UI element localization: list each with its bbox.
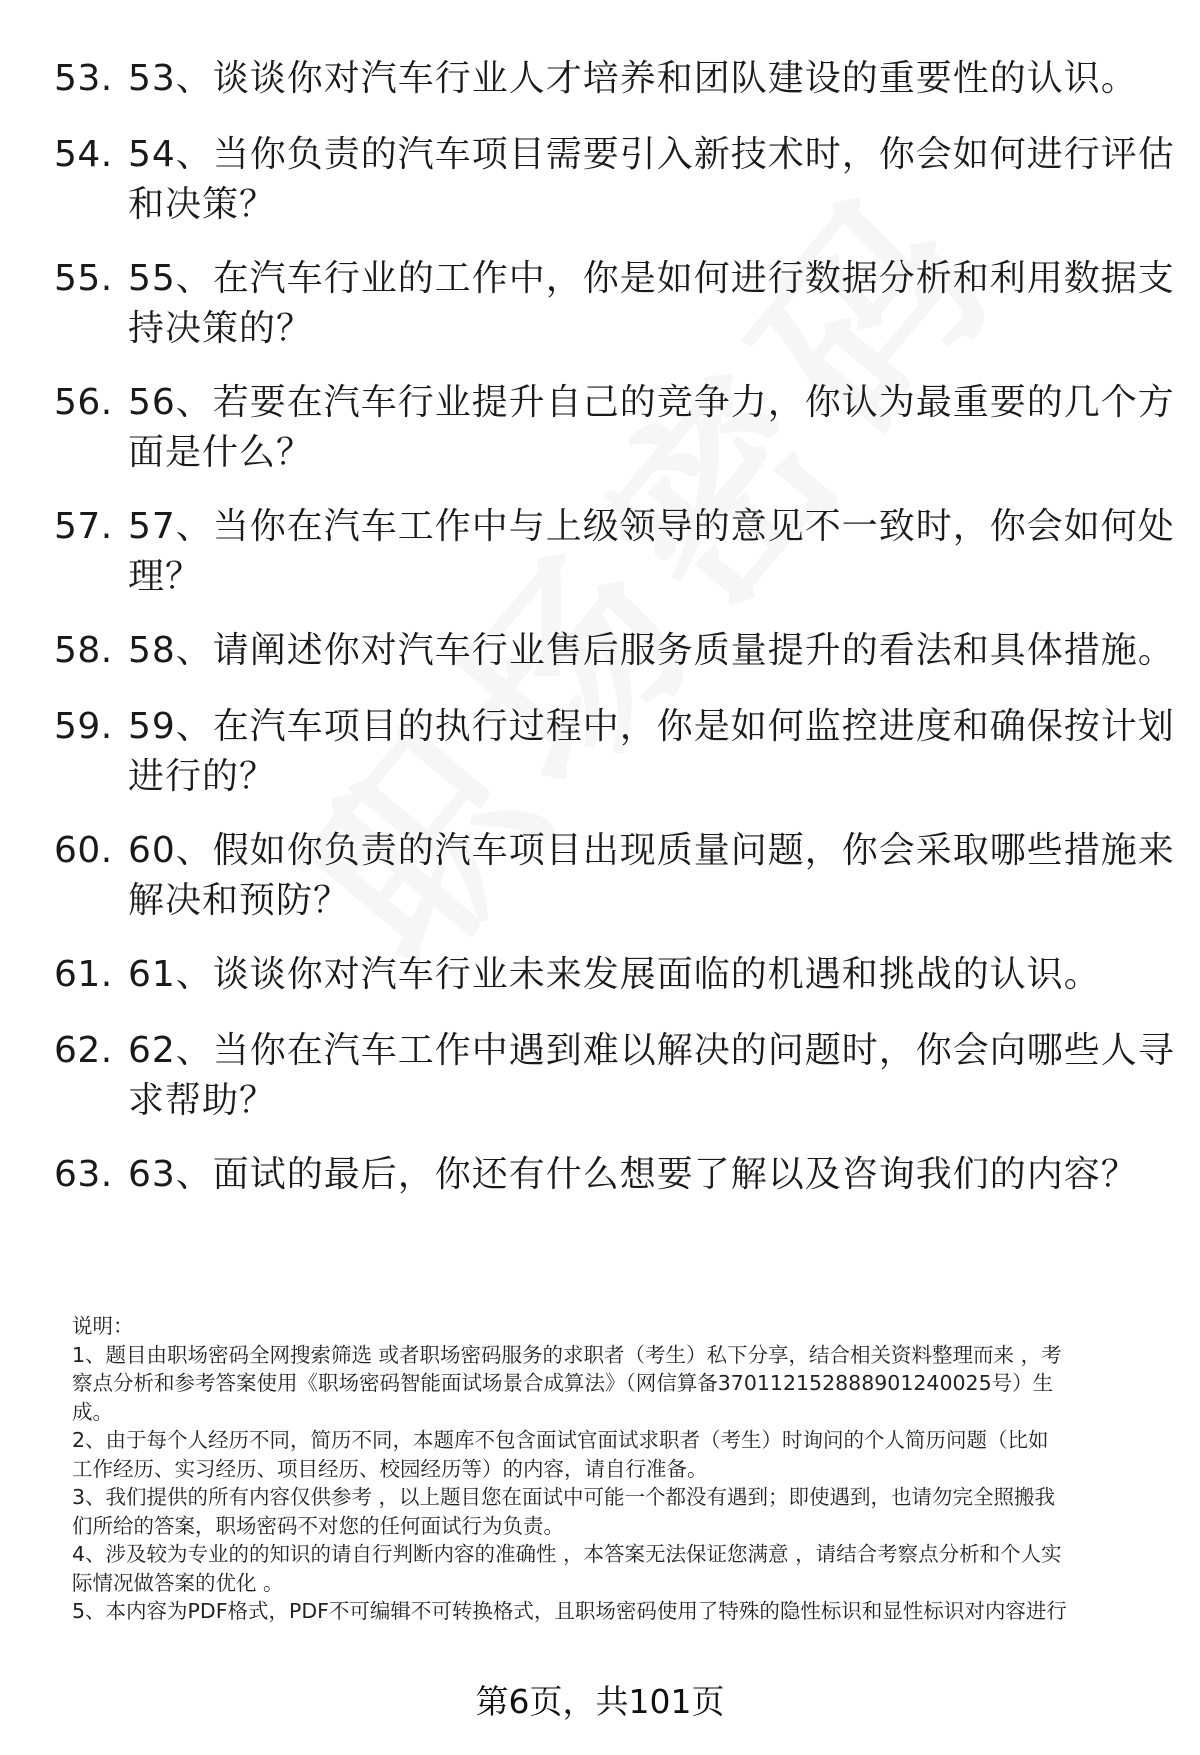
notes-line: 4、涉及较为专业的的知识的请自行判断内容的准确性 ，本答案无法保证您满意 ，请结合考察点分析和个人实 xyxy=(72,1542,1062,1566)
question-text xyxy=(128,626,1175,676)
question-number: 55. xyxy=(54,258,113,299)
question-number: 59. xyxy=(54,706,113,747)
question-number: 58. xyxy=(54,630,113,671)
question-text xyxy=(128,826,1175,926)
question-text xyxy=(128,502,1175,602)
notes-line: 5、本内容为PDF格式，PDF不可编辑不可转换格式，且职场密码使用了特殊的隐性标识和显性标识对内容进行 xyxy=(72,1599,1067,1623)
question-line: 解决和预防？ xyxy=(128,880,351,921)
question-number: 56. xyxy=(54,382,113,423)
question-line: 57、当你在汽车工作中与上级领导的意见不一致时，你会如何处 xyxy=(128,506,1175,547)
question-line: 60、假如你负责的汽车项目出现质量问题，你会采取哪些措施来 xyxy=(128,830,1175,871)
question-number: 62. xyxy=(54,1030,113,1071)
question-line: 持决策的？ xyxy=(128,308,314,349)
question-number: 53. xyxy=(54,58,113,99)
question-text xyxy=(128,378,1175,478)
question-text xyxy=(128,254,1175,354)
question-line: 53、谈谈你对汽车行业人才培养和团队建设的重要性的认识。 xyxy=(128,58,1138,99)
question-line: 面是什么？ xyxy=(128,432,314,473)
notes-line: 2、由于每个人经历不同，简历不同，本题库不包含面试官面试求职者（考生）时询问的个人简历问题（比如 xyxy=(72,1428,1049,1452)
question-text xyxy=(128,1150,1158,1200)
question-line: 进行的？ xyxy=(128,756,277,797)
question-number: 63. xyxy=(54,1154,113,1195)
question-line: 求帮助？ xyxy=(128,1080,277,1121)
notes-section xyxy=(72,1312,1157,1626)
question-number: 60. xyxy=(54,830,113,871)
question-text xyxy=(128,702,1175,802)
notes-line: 际情况做答案的优化 。 xyxy=(72,1570,284,1595)
question-number: 54. xyxy=(54,134,113,175)
question-text xyxy=(128,950,1158,1000)
question-line: 61、谈谈你对汽车行业未来发展面临的机遇和挑战的认识。 xyxy=(128,954,1101,995)
question-text xyxy=(128,130,1175,230)
question-text xyxy=(128,54,1158,104)
question-line: 和决策？ xyxy=(128,184,277,225)
question-line: 理？ xyxy=(128,556,203,597)
question-line: 58、请阐述你对汽车行业售后服务质量提升的看法和具体措施。 xyxy=(128,630,1175,671)
question-number: 61. xyxy=(54,954,113,995)
page-footer: 第6页，共101页 xyxy=(475,1682,725,1721)
question-line: 55、在汽车行业的工作中，你是如何进行数据分析和利用数据支 xyxy=(128,258,1175,299)
question-text xyxy=(128,1026,1175,1126)
notes-line: 工作经历、实习经历、项目经历、校园经历等）的内容，请自行准备。 xyxy=(72,1456,708,1481)
notes-line: 成。 xyxy=(72,1399,113,1424)
question-line: 54、当你负责的汽车项目需要引入新技术时，你会如何进行评估 xyxy=(128,134,1175,175)
question-line: 56、若要在汽车行业提升自己的竞争力，你认为最重要的几个方 xyxy=(128,382,1175,423)
question-number: 57. xyxy=(54,506,113,547)
question-line: 63、面试的最后，你还有什么想要了解以及咨询我们的内容？ xyxy=(128,1154,1138,1195)
question-line: 59、在汽车项目的执行过程中，你是如何监控进度和确保按计划 xyxy=(128,706,1175,747)
question-line: 62、当你在汽车工作中遇到难以解决的问题时，你会向哪些人寻 xyxy=(128,1030,1175,1071)
notes-line: 们所给的答案，职场密码不对您的任何面试行为负责。 xyxy=(72,1513,564,1538)
notes-line: 1、题目由职场密码全网搜索筛选 或者职场密码服务的求职者（考生）私下分享，结合相关资料整理而来 ，考 xyxy=(72,1342,1062,1367)
notes-line: 3、我们提供的所有内容仅供参考 ，以上题目您在面试中可能一个都没有遇到；即使遇到，也请勿完全照搬我 xyxy=(72,1485,1056,1509)
notes-heading: 说明： xyxy=(72,1314,134,1338)
notes-line: 察点分析和参考答案使用《职场密码智能面试场景合成算法》（网信算备370112152888901240025号）生 xyxy=(72,1371,1054,1395)
